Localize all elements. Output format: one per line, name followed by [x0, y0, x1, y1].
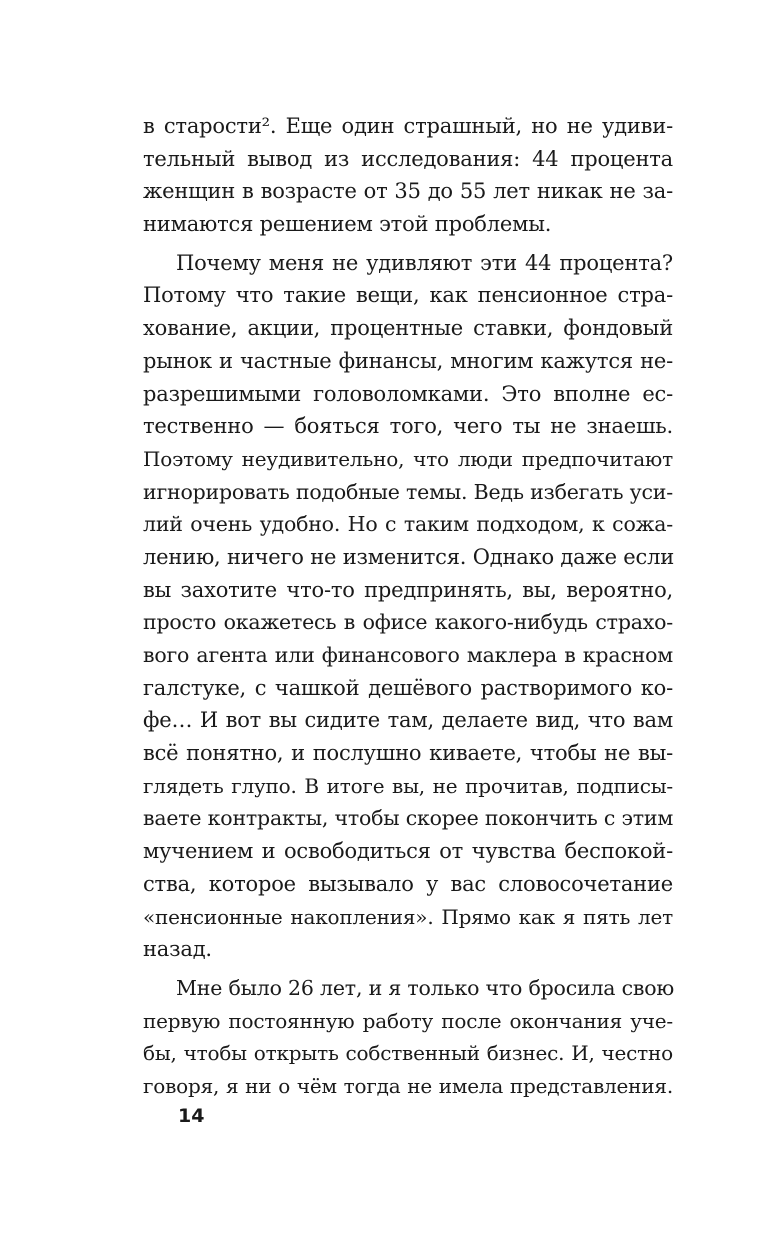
paragraph [143, 247, 673, 966]
text-line: Мне было 26 лет, и я только что бросила свою [176, 975, 675, 1000]
text-line: тельный вывод из исследования: 44 процента [143, 146, 673, 171]
text-line: рынок и частные финансы, многим кажутся не- [143, 348, 673, 373]
text-line: глядеть глупо. В итоге вы, не прочитав, подписы- [143, 773, 673, 798]
text-line: хование, акции, процентные ставки, фондовый [143, 316, 673, 341]
text-line: тественно — бояться того, чего ты не знаешь. [143, 414, 673, 439]
text-line: игнорировать подобные темы. Ведь избегать уси- [143, 479, 673, 504]
text-line: галстуке, с чашкой дешёвого растворимого ко- [143, 675, 673, 700]
text-line: вы захотите что-то предпринять, вы, вероятно, [143, 577, 673, 602]
text-line: «пенсионные накопления». Прямо как я пять лет [143, 904, 673, 929]
text-line: говоря, я ни о чём тогда не имела представления. [143, 1073, 673, 1098]
text-line: лению, ничего не изменится. Однако даже если [143, 544, 675, 569]
text-line: вого агента или финансового маклера в красном [143, 643, 673, 667]
text-line: фе… И вот вы сидите там, делаете вид, что вам [143, 708, 673, 733]
text-line: просто окажетесь в офисе какого-нибудь страхо- [143, 610, 673, 635]
text-line: мучением и освободиться от чувства беспокой- [143, 839, 673, 864]
text-line: первую постоянную работу после окончания уче- [143, 1008, 673, 1033]
paragraph [143, 972, 673, 1103]
text-line: ваете контракты, чтобы скорее покончить с этим [143, 806, 674, 831]
page-number: 14 [178, 1105, 205, 1127]
text-line: женщин в возрасте от 35 до 55 лет никак не за- [143, 179, 673, 204]
text-line: Почему меня не удивляют эти 44 процента? [176, 250, 673, 275]
text-line: лий очень удобно. Но с таким подходом, к сожа- [143, 512, 673, 537]
text-line: нимаются решением этой проблемы. [143, 212, 552, 237]
text-line: Потому что такие вещи, как пенсионное стра- [143, 283, 673, 308]
text-line: Поэтому неудивительно, что люди предпочитают [143, 446, 673, 471]
body-text [143, 110, 673, 1103]
text-line: разрешимыми головоломками. Это вполне ес- [143, 381, 673, 406]
text-line: всё понятно, и послушно киваете, чтобы не вы- [143, 741, 673, 766]
text-line: назад. [143, 937, 212, 962]
paragraph [143, 110, 673, 241]
text-line: в старости². Еще один страшный, но не удиви- [143, 114, 673, 138]
text-line: ства, которое вызывало у вас словосочетание [143, 871, 673, 896]
text-line: бы, чтобы открыть собственный бизнес. И, честно [143, 1041, 673, 1066]
